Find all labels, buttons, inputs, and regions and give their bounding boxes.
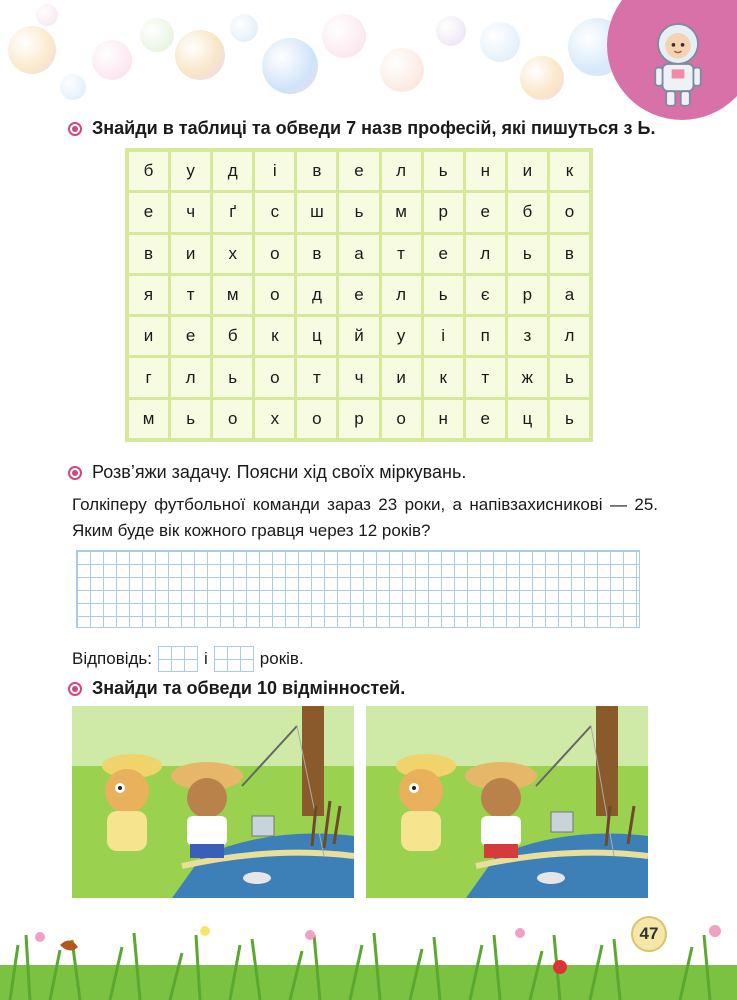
task-3-heading — [68, 678, 405, 699]
word-search-cell[interactable]: ь — [424, 152, 463, 190]
word-search-cell[interactable]: ч — [339, 358, 378, 396]
word-search-cell[interactable]: т — [466, 358, 505, 396]
word-search-cell[interactable]: б — [213, 317, 252, 355]
answer-box-1[interactable] — [158, 646, 198, 672]
word-search-cell[interactable]: ь — [339, 193, 378, 231]
grass-decoration — [0, 905, 737, 1000]
word-search-cell[interactable]: б — [508, 193, 547, 231]
task-2-heading — [68, 462, 466, 483]
word-search-cell[interactable]: в — [297, 235, 336, 273]
word-search-cell[interactable]: х — [213, 235, 252, 273]
word-search-cell[interactable]: в — [129, 235, 168, 273]
word-search-cell[interactable]: л — [466, 235, 505, 273]
task-2-text: Розв’яжи задачу. Поясни хід своїх міркувань. — [92, 462, 467, 482]
word-search-cell[interactable]: в — [297, 152, 336, 190]
word-search-cell[interactable]: ж — [508, 358, 547, 396]
word-search-cell[interactable]: ь — [550, 358, 589, 396]
word-search-cell[interactable]: к — [550, 152, 589, 190]
word-search-cell[interactable]: ш — [297, 193, 336, 231]
word-search-cell[interactable]: е — [339, 152, 378, 190]
word-search-cell[interactable]: я — [129, 276, 168, 314]
word-search-cell[interactable]: г — [129, 358, 168, 396]
word-search-cell[interactable]: ц — [297, 317, 336, 355]
word-search-cell[interactable]: л — [171, 358, 210, 396]
word-search-cell[interactable]: и — [129, 317, 168, 355]
word-search-cell[interactable]: у — [382, 317, 421, 355]
task-3-text: Знайди та обведи 10 відмінностей. — [92, 678, 406, 698]
word-search-cell[interactable]: і — [424, 317, 463, 355]
word-search-cell[interactable]: к — [255, 317, 294, 355]
word-search-cell[interactable]: у — [171, 152, 210, 190]
word-search-cell[interactable]: а — [339, 235, 378, 273]
word-search-cell[interactable]: ь — [508, 235, 547, 273]
word-search-cell[interactable]: о — [255, 358, 294, 396]
word-search-cell[interactable]: и — [171, 235, 210, 273]
word-search-cell[interactable]: р — [508, 276, 547, 314]
word-search-cell[interactable]: р — [339, 400, 378, 438]
word-search-cell[interactable]: з — [508, 317, 547, 355]
word-search-cell[interactable]: ь — [424, 276, 463, 314]
grid-paper-workspace[interactable] — [76, 550, 640, 628]
problem-text: Голкіперу футбольної команди зараз 23 роки, а напівзахисникові — 25. Яким буде вік кожного гравця через 12 років? — [72, 495, 658, 540]
word-search-cell[interactable]: н — [424, 400, 463, 438]
word-search-table — [125, 148, 593, 442]
word-search-cell[interactable]: ь — [171, 400, 210, 438]
word-search-cell[interactable]: л — [382, 152, 421, 190]
word-search-cell[interactable]: о — [213, 400, 252, 438]
word-search-cell[interactable]: и — [508, 152, 547, 190]
word-search-cell[interactable]: м — [129, 400, 168, 438]
word-search-cell[interactable]: а — [550, 276, 589, 314]
word-search-cell[interactable]: н — [466, 152, 505, 190]
word-search-cell[interactable]: к — [424, 358, 463, 396]
word-search-cell[interactable]: е — [171, 317, 210, 355]
picture-right[interactable] — [366, 706, 648, 898]
word-search-cell[interactable]: т — [382, 235, 421, 273]
word-search-cell[interactable]: т — [171, 276, 210, 314]
word-search-cell[interactable]: е — [466, 193, 505, 231]
word-search-cell[interactable]: о — [550, 193, 589, 231]
word-search-cell[interactable]: о — [255, 235, 294, 273]
answer-and: і — [204, 649, 208, 668]
word-search-cell[interactable]: д — [213, 152, 252, 190]
word-search-cell[interactable]: л — [382, 276, 421, 314]
word-search-cell[interactable]: ь — [550, 400, 589, 438]
word-search-cell[interactable]: о — [297, 400, 336, 438]
bullet-icon — [68, 122, 82, 136]
answer-line — [72, 646, 304, 672]
word-search-cell[interactable]: с — [255, 193, 294, 231]
word-search-cell[interactable]: л — [550, 317, 589, 355]
word-search-cell[interactable]: м — [382, 193, 421, 231]
astronaut-icon — [628, 8, 728, 118]
word-search-cell[interactable]: й — [339, 317, 378, 355]
word-search-cell[interactable]: і — [255, 152, 294, 190]
word-search-cell[interactable]: р — [424, 193, 463, 231]
word-search-cell[interactable]: ь — [213, 358, 252, 396]
word-search-cell[interactable]: ц — [508, 400, 547, 438]
word-search-cell[interactable]: х — [255, 400, 294, 438]
bullet-icon — [68, 682, 82, 696]
bullet-icon — [68, 466, 82, 480]
word-search-cell[interactable]: ґ — [213, 193, 252, 231]
fishing-scene-left — [72, 706, 354, 898]
word-search-cell[interactable]: е — [129, 193, 168, 231]
word-search-cell[interactable]: м — [213, 276, 252, 314]
task-1-heading — [68, 118, 655, 139]
answer-label: Відповідь: — [72, 649, 153, 668]
picture-left[interactable] — [72, 706, 354, 898]
word-search-cell[interactable]: ч — [171, 193, 210, 231]
word-search-cell[interactable]: в — [550, 235, 589, 273]
word-search-cell[interactable]: о — [255, 276, 294, 314]
answer-box-2[interactable] — [214, 646, 254, 672]
task-1-text: Знайди в таблиці та обведи 7 назв професій, які пишуться з Ь. — [92, 118, 656, 138]
word-search-cell[interactable]: д — [297, 276, 336, 314]
fishing-scene-right — [366, 706, 648, 898]
word-search-cell[interactable]: и — [382, 358, 421, 396]
word-search-cell[interactable]: є — [466, 276, 505, 314]
word-search-cell[interactable]: е — [466, 400, 505, 438]
word-search-cell[interactable]: е — [339, 276, 378, 314]
word-search-cell[interactable]: т — [297, 358, 336, 396]
word-search-cell[interactable]: п — [466, 317, 505, 355]
word-search-cell[interactable]: о — [382, 400, 421, 438]
word-search-cell[interactable]: е — [424, 235, 463, 273]
page-number-badge: 47 — [631, 916, 667, 952]
word-search-cell[interactable]: б — [129, 152, 168, 190]
answer-unit: років. — [259, 649, 304, 668]
